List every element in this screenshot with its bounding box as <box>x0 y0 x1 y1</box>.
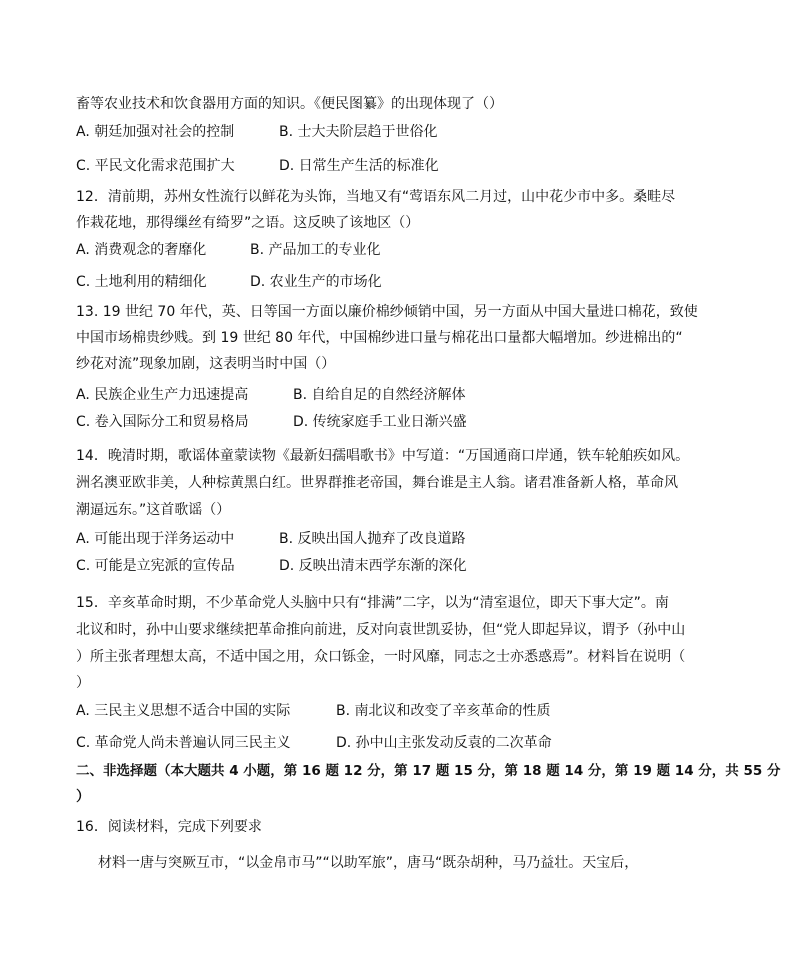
q14-option-c: C. 可能是立宪派的宣传品 <box>76 558 235 574</box>
question-15-line-2: 北议和时，孙中山要求继续把革命推向前进，反对向袁世凯妥协，但“党人即起异议，谓予（孙中山 <box>76 622 686 638</box>
question-15-line-1: 15．辛亥革命时期，不少革命党人头脑中只有“排满”二字，以为“清室退位，即天下事大定”。南 <box>76 595 669 611</box>
q11-option-b: B. 士大夫阶层趋于世俗化 <box>279 124 438 140</box>
question-15-line-4: ） <box>76 675 90 691</box>
q15-option-d: D. 孙中山主张发动反袁的二次革命 <box>336 735 552 751</box>
question-13-line-3: 纱花对流”现象加剧，这表明当时中国（） <box>76 356 336 372</box>
question-11-stem-tail: 畜等农业技术和饮食器用方面的知识。《便民图纂》的出现体现了（） <box>76 96 503 112</box>
question-12-line-1: 12．清前期，苏州女性流行以鲜花为头饰，当地又有“莺语东风二月过，山中花少市中多。桑畦尽 <box>76 189 676 205</box>
q12-option-b: B. 产品加工的专业化 <box>250 242 381 258</box>
question-14-line-2: 洲名澳亚欧非美，人种棕黄黑白红。世界群推老帝国，舞台谁是主人翁。诸君准备新人格，革命风 <box>76 475 678 491</box>
q13-option-c: C. 卷入国际分工和贸易格局 <box>76 414 249 430</box>
question-13-line-2: 中国市场棉贵纱贱。到 19 世纪 80 年代，中国棉纱进口量与棉花出口量都大幅增加。纱进棉出的“ <box>76 330 683 346</box>
q13-option-a: A. 民族企业生产力迅速提高 <box>76 387 249 403</box>
q11-option-a: A. 朝廷加强对社会的控制 <box>76 124 235 140</box>
section-2-heading: 二、非选择题（本大题共 4 小题，第 16 题 12 分，第 17 题 15 分，第 18 题 14 分，第 19 题 14 分，共 55 分 <box>76 763 781 779</box>
q14-option-a: A. 可能出现于洋务运动中 <box>76 531 235 547</box>
question-14-line-1: 14．晚清时期，歌谣体童蒙读物《最新妇孺唱歌书》中写道：“万国通商口岸通，铁车轮舶疾如风。 <box>76 448 690 464</box>
material-1-line-1: 材料一唐与突厥互市，“以金帛市马”“以助军旅”，唐马“既杂胡种，马乃益壮。天宝后， <box>98 855 639 871</box>
q12-option-c: C. 土地利用的精细化 <box>76 274 207 290</box>
q13-option-b: B. 自给自足的自然经济解体 <box>293 387 466 403</box>
section-2-heading-tail: ） <box>76 789 90 805</box>
q15-option-b: B. 南北议和改变了辛亥革命的性质 <box>336 703 551 719</box>
q11-option-c: C. 平民文化需求范围扩大 <box>76 158 235 174</box>
q15-option-a: A. 三民主义思想不适合中国的实际 <box>76 703 291 719</box>
q14-option-d: D. 反映出清末西学东渐的深化 <box>279 558 467 574</box>
question-12-line-2: 作栽花地，那得缫丝有绮罗”之语。这反映了该地区（） <box>76 215 420 231</box>
question-15-line-3: ）所主张者理想太高，不适中国之用，众口铄金，一时风靡，同志之士亦悉惑焉”。材料旨在说明（ <box>76 649 686 665</box>
question-16-prompt: 16．阅读材料，完成下列要求 <box>76 819 262 835</box>
q14-option-b: B. 反映出国人抛弃了改良道路 <box>279 531 466 547</box>
question-13-line-1: 13. 19 世纪 70 年代，英、日等国一方面以廉价棉纱倾销中国，另一方面从中国大量进口棉花，致使 <box>76 304 698 320</box>
question-14-line-3: 潮逼远东。”这首歌谣（） <box>76 502 231 518</box>
q12-option-d: D. 农业生产的市场化 <box>250 274 382 290</box>
q11-option-d: D. 日常生产生活的标准化 <box>279 158 439 174</box>
q12-option-a: A. 消费观念的奢靡化 <box>76 242 207 258</box>
q15-option-c: C. 革命党人尚未普遍认同三民主义 <box>76 735 291 751</box>
q13-option-d: D. 传统家庭手工业日渐兴盛 <box>293 414 467 430</box>
